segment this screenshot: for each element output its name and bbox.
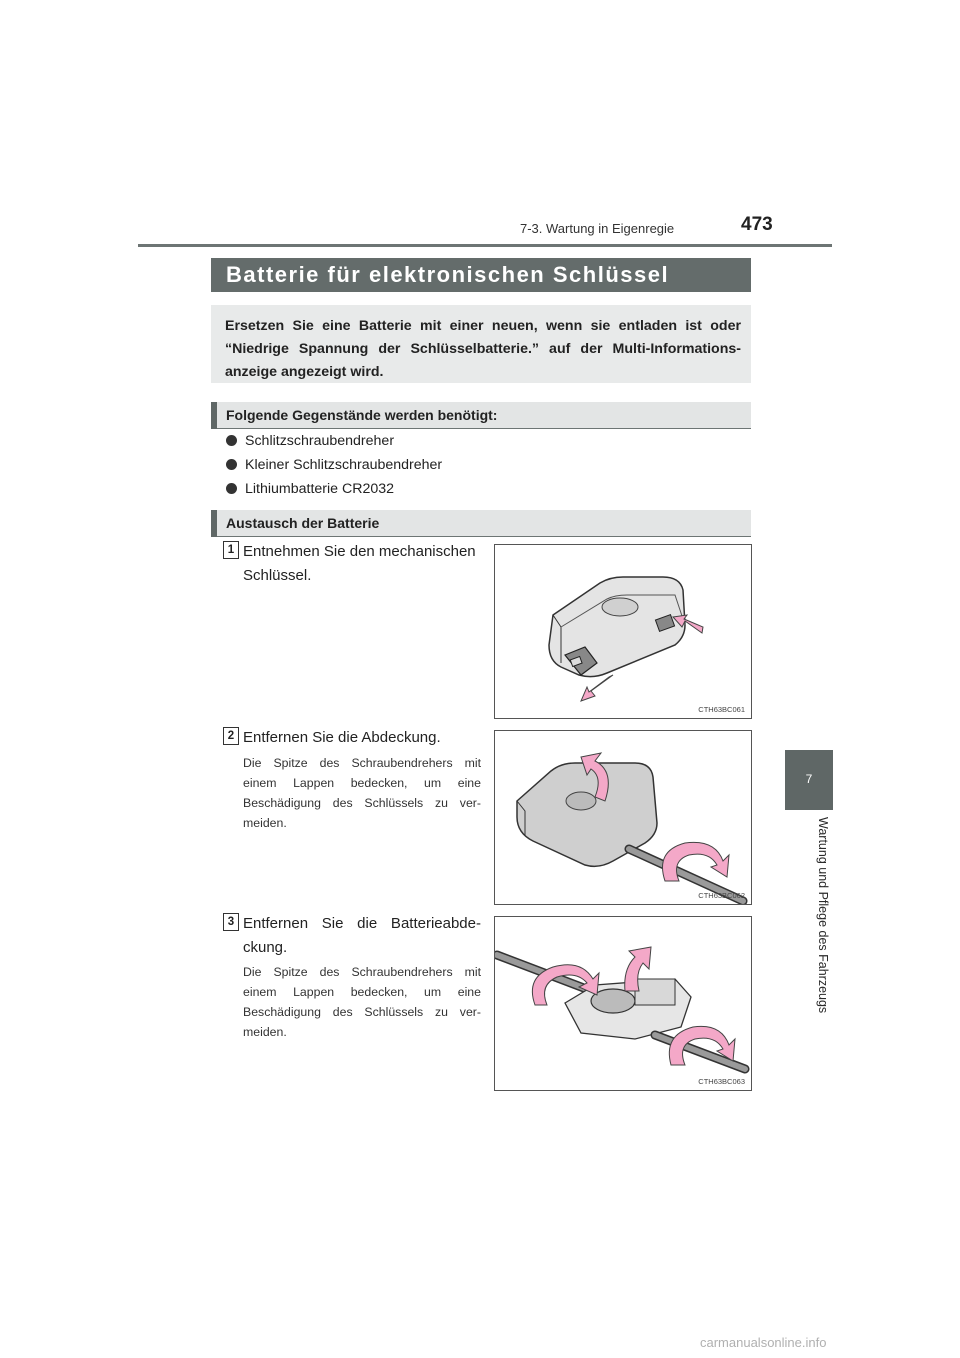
step-3-note: Die Spitze des Schraubendrehers mit einem Lappen bedecken, um eine Beschädigung des Schlüssels zu ver-meiden. bbox=[243, 965, 481, 1039]
list-item-label: Lithiumbatterie CR2032 bbox=[245, 481, 395, 497]
step-3-text: Entfernen Sie die Batterieabde-ckung. bbox=[243, 915, 481, 956]
list-item bbox=[226, 433, 394, 449]
bullet-icon bbox=[226, 435, 237, 446]
exchange-heading-bar bbox=[211, 510, 751, 537]
cover-remove-illustration bbox=[495, 731, 751, 904]
step-2-text: Entfernen Sie die Abdeckung. bbox=[243, 729, 441, 746]
intro-box bbox=[211, 305, 751, 383]
exchange-heading: Austausch der Batterie bbox=[226, 515, 380, 531]
chapter-number: 7 bbox=[805, 772, 813, 786]
needs-heading-bar bbox=[211, 402, 751, 429]
step-number-1: 1 bbox=[223, 541, 239, 559]
chapter-title: Wartung und Pflege des Fahrzeugs bbox=[816, 817, 830, 1014]
page-title: Batterie für elektronischen Schlüssel bbox=[226, 262, 670, 287]
section-breadcrumb: 7-3. Wartung in Eigenregie bbox=[520, 221, 675, 236]
step-number-2: 2 bbox=[223, 727, 239, 745]
battery-cover-remove-illustration bbox=[495, 917, 751, 1090]
footer-watermark: carmanualsonline.info bbox=[700, 1335, 827, 1350]
header-rule bbox=[138, 244, 832, 247]
smart-key-body bbox=[549, 577, 685, 677]
figure-code: CTH63BC061 bbox=[698, 705, 745, 714]
figure-step-2 bbox=[494, 730, 752, 905]
chapter-tab[interactable] bbox=[785, 750, 833, 810]
heading-accent bbox=[211, 510, 217, 537]
figure-step-3 bbox=[494, 916, 752, 1091]
step-2-note: Die Spitze des Schraubendrehers mit einem Lappen bedecken, um eine Beschädigung des Schlüssels zu ver-meiden. bbox=[243, 756, 481, 830]
page-title-bar bbox=[211, 258, 751, 292]
figure-step-1 bbox=[494, 544, 752, 719]
needs-heading: Folgende Gegenstände werden benötigt: bbox=[226, 407, 498, 423]
page-number: 473 bbox=[741, 214, 773, 235]
figure-code: CTH63BC063 bbox=[698, 1077, 745, 1086]
pull-arrow bbox=[581, 675, 613, 701]
bullet-icon bbox=[226, 459, 237, 470]
step-1-text: Entnehmen Sie den mechanischen Schlüssel. bbox=[243, 543, 476, 584]
key-remove-illustration bbox=[495, 545, 751, 718]
list-item-label: Kleiner Schlitzschraubendreher bbox=[245, 457, 443, 473]
list-item-label: Schlitzschraubendreher bbox=[245, 433, 395, 449]
figure-code: CTH63BC062 bbox=[698, 891, 745, 900]
list-item bbox=[226, 481, 394, 497]
step-number-3: 3 bbox=[223, 913, 239, 931]
heading-accent bbox=[211, 402, 217, 429]
intro-text: Ersetzen Sie eine Batterie mit einer neuen, wenn sie entladen ist oder “Niedrige Spannung der Schlüsselbatterie.” auf der Multi-Informations-anzeige angezeigt wird. bbox=[225, 318, 741, 380]
bullet-icon bbox=[226, 483, 237, 494]
list-item bbox=[226, 457, 442, 473]
